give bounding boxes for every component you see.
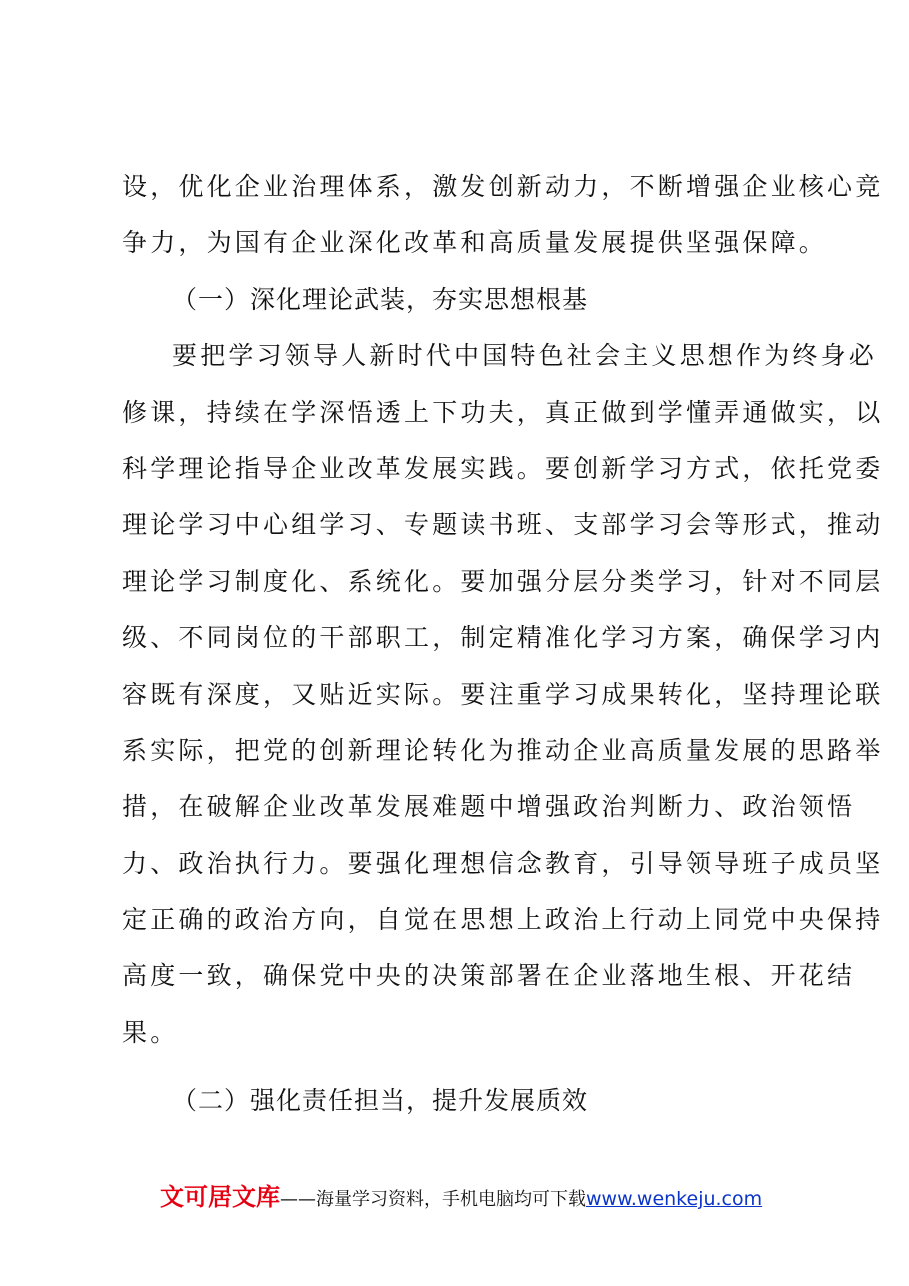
section-heading: （一）深化理论武装，夯实思想根基: [172, 284, 589, 314]
paragraph-spacer: [122, 1064, 784, 1076]
footer-tagline: ——海量学习资料，手机电脑均可下载: [280, 1189, 586, 1210]
paragraph-line: 系实际，把党的创新理论转化为推动企业高质量发展的思路举: [122, 735, 884, 765]
paragraph-line: 修课，持续在学深悟透上下功夫，真正做到学懂弄通做实，以: [122, 397, 884, 427]
paragraph-line: 高度一致，确保党中央的决策部署在企业落地生根、开花结: [122, 961, 856, 991]
paragraph-line: 理论学习中心组学习、专题读书班、支部学习会等形式，推动: [122, 510, 884, 540]
paragraph-line: 力、政治执行力。要强化理想信念教育，引导领导班子成员坚: [122, 848, 884, 878]
paragraph-line: 容既有深度，又贴近实际。要注重学习成果转化，坚持理论联: [122, 679, 884, 709]
section-heading: （二）强化责任担当，提升发展质效: [172, 1086, 589, 1116]
paragraph-line: 措，在破解企业改革发展难题中增强政治判断力、政治领悟: [122, 792, 856, 822]
paragraph-line: 要把学习领导人新时代中国特色社会主义思想作为终身必: [172, 341, 878, 371]
paragraph-line: 级、不同岗位的干部职工，制定精准化学习方案，确保学习内: [122, 623, 884, 653]
paragraph-line: 果。: [122, 1017, 179, 1047]
website-link[interactable]: www.wenkeju.com: [586, 1188, 763, 1210]
paragraph-line: 定正确的政治方向，自觉在思想上政治上行动上同党中央保持: [122, 905, 884, 935]
brand-name: 文可居文库: [160, 1183, 280, 1211]
body-line: 设，优化企业治理体系，激发创新动力，不断增强企业核心竞: [122, 172, 884, 201]
paragraph-line: 科学理论指导企业改革发展实践。要创新学习方式，依托党委: [122, 453, 884, 483]
document-body: [122, 162, 884, 1133]
paragraph-line: 理论学习制度化、系统化。要加强分层分类学习，针对不同层: [122, 566, 884, 596]
body-line: 争力，为国有企业深化改革和高质量发展提供坚强保障。: [122, 228, 828, 258]
footer-watermark: [160, 1180, 800, 1217]
